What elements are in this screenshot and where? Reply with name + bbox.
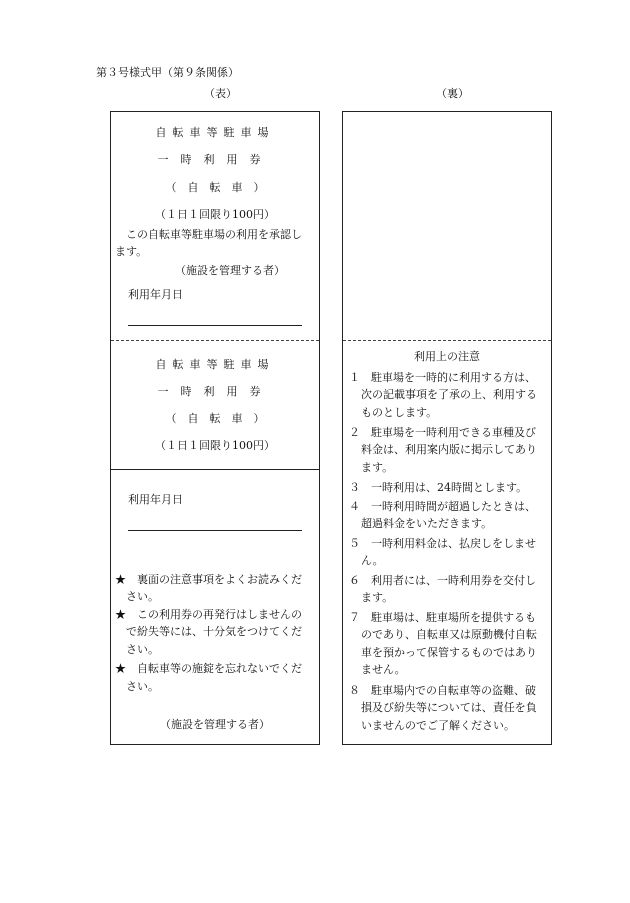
- front-note-cont: さい。: [126, 680, 159, 693]
- usage-date-label: 利用年月日: [128, 288, 183, 301]
- usage-note-cont: 車を預かって保管するものではあり: [361, 646, 537, 659]
- usage-note-cont: ます。: [361, 461, 394, 474]
- ticket-front: [110, 111, 320, 745]
- back-label: （裏）: [436, 87, 469, 100]
- front-note-cont: さい。: [126, 590, 159, 603]
- front-label: （表）: [204, 87, 237, 100]
- vehicle-type: （ 自 転 車 ）: [165, 181, 265, 194]
- approval-text-line2: ます。: [115, 245, 148, 258]
- usage-note: ４ 一時利用時間が超過したときは、: [349, 500, 536, 513]
- perforation-line: [111, 340, 319, 341]
- usage-note-cont: いませんのでご了解ください。: [361, 719, 515, 732]
- usage-note-cont: 次の記載事項を了承の上、利用する: [361, 388, 537, 401]
- notes-title: 利用上の注意: [414, 350, 480, 363]
- fee-note: （１日１回限り100円）: [155, 208, 275, 221]
- stub-manager-label: （施設を管理する者）: [160, 718, 270, 731]
- usage-date-line: [128, 325, 302, 326]
- front-note: ★ この利用券の再発行はしませんの: [115, 608, 302, 621]
- usage-note: ６ 利用者には、一時利用券を交付し: [349, 574, 536, 587]
- usage-note-cont: ものとします。: [361, 406, 438, 419]
- usage-note-cont: ます。: [361, 591, 394, 604]
- usage-note: ５ 一時利用料金は、払戻しをしませ: [349, 537, 536, 550]
- stub-facility-name: 自転車等駐車場: [155, 358, 275, 371]
- stub-fee-note: （１日１回限り100円）: [155, 439, 275, 452]
- stub-usage-date-label: 利用年月日: [128, 493, 183, 506]
- usage-note: ８ 駐車場内での自転車等の盗難、破: [349, 684, 536, 697]
- stub-vehicle-type: （ 自 転 車 ）: [165, 412, 265, 425]
- ticket-back: [342, 111, 552, 745]
- usage-note: ３ 一時利用は、24時間とします。: [349, 481, 528, 494]
- form-title: 第３号様式甲（第９条関係）: [96, 66, 239, 79]
- usage-note-cont: 超過料金をいただきます。: [361, 517, 493, 530]
- usage-note-cont: のであり、自転車又は原動機付自転: [361, 628, 537, 641]
- approval-text-line1: この自転車等駐車場の利用を承認し: [115, 228, 302, 241]
- usage-note: ２ 駐車場を一時利用できる車種及び: [349, 426, 536, 439]
- section-divider: [111, 469, 319, 470]
- front-note: ★ 自転車等の施錠を忘れないでくだ: [115, 662, 302, 675]
- usage-note: １ 駐車場を一時的に利用する方は、: [349, 371, 536, 384]
- stub-ticket-type: 一時利用券: [157, 385, 273, 398]
- manager-label: （施設を管理する者）: [175, 264, 285, 277]
- front-note-cont: さい。: [126, 643, 159, 656]
- facility-name: 自転車等駐車場: [155, 126, 275, 139]
- usage-note-cont: 料金は、利用案内版に掲示してあり: [361, 443, 537, 456]
- usage-note: ７ 駐車場は、駐車場所を提供するも: [349, 611, 536, 624]
- front-note: ★ 裏面の注意事項をよくお読みくだ: [115, 573, 302, 586]
- front-note-cont: で紛失等には、十分気をつけてくだ: [126, 625, 302, 638]
- back-perforation-line: [343, 340, 551, 341]
- usage-note-cont: ん。: [361, 554, 384, 567]
- stub-usage-date-line: [128, 530, 302, 531]
- ticket-type: 一時利用券: [157, 153, 273, 166]
- usage-note-cont: 損及び紛失等については、責任を負: [361, 701, 537, 714]
- usage-note-cont: ません。: [361, 663, 406, 676]
